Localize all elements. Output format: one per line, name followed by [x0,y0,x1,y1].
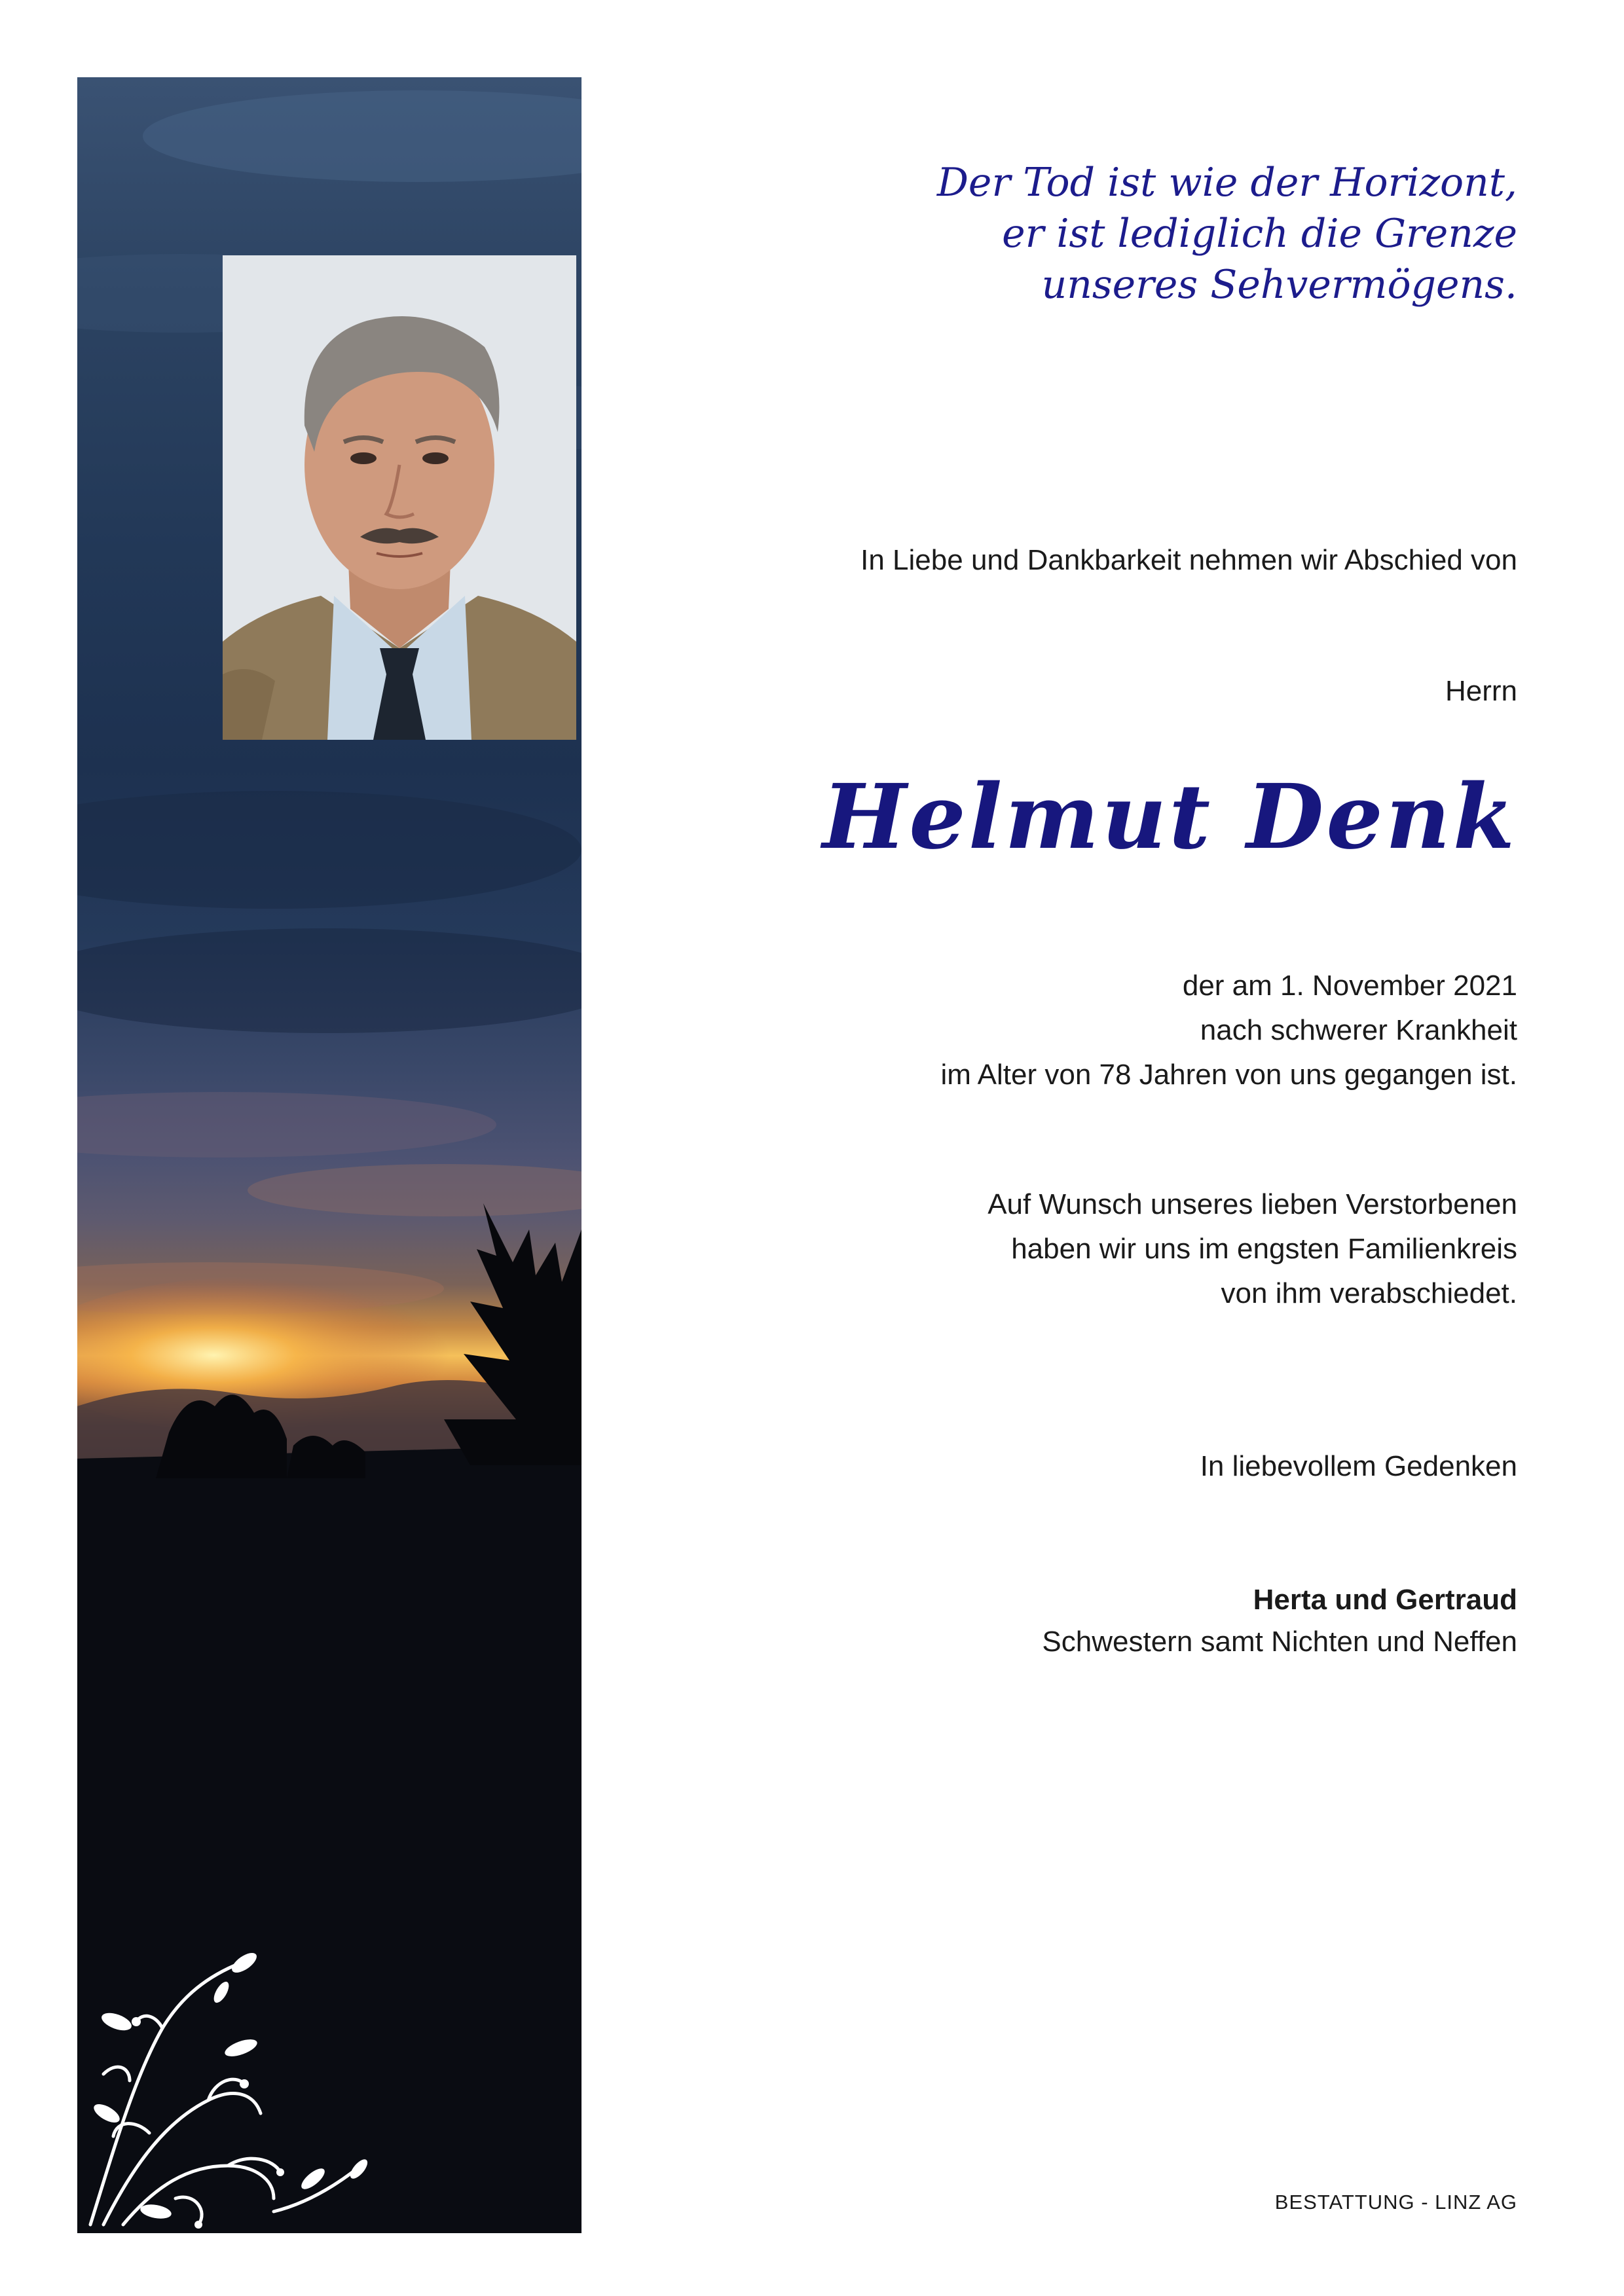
deceased-name: Helmut Denk [822,765,1517,869]
funeral-company: BESTATTUNG - LINZ AG [1274,2191,1517,2214]
signatory-relation: Schwestern samt Nichten und Neffen [1042,1626,1517,1658]
deceased-portrait [223,255,576,740]
death-notice-line: nach schwerer Krankheit [1200,1014,1517,1046]
farewell-intro: In Liebe und Dankbarkeit nehmen wir Abschied von [860,544,1517,576]
motto-quote [731,157,1517,310]
cloud [143,90,581,182]
cloud [77,1092,496,1157]
motto-line: unseres Sehvermögens. [1041,262,1517,308]
death-notice-line: im Alter von 78 Jahren von uns gegangen ist. [940,1059,1517,1091]
death-notice-line: der am 1. November 2021 [1182,970,1517,1002]
death-notice [940,964,1517,1097]
farewell-wish-line: von ihm verabschiedet. [1221,1277,1517,1309]
ground [77,1446,581,2233]
farewell-wish [987,1182,1517,1316]
motto-line: Der Tod ist wie der Horizont, [936,160,1517,206]
motto-line: er ist lediglich die Grenze [1002,211,1517,257]
sunset-photo-panel [77,77,581,2233]
signatories [1042,1579,1517,1663]
salutation: Herrn [1445,675,1517,707]
cloud [77,928,581,1033]
cloud [248,1164,581,1216]
farewell-wish-line: Auf Wunsch unseres lieben Verstorbenen [987,1188,1517,1220]
farewell-wish-line: haben wir uns im engsten Familienkreis [1011,1233,1517,1265]
cloud [77,791,581,909]
memory-phrase: In liebevollem Gedenken [1200,1450,1517,1482]
signatory-names: Herta und Gertraud [1253,1584,1517,1616]
portrait-photo [223,255,576,740]
